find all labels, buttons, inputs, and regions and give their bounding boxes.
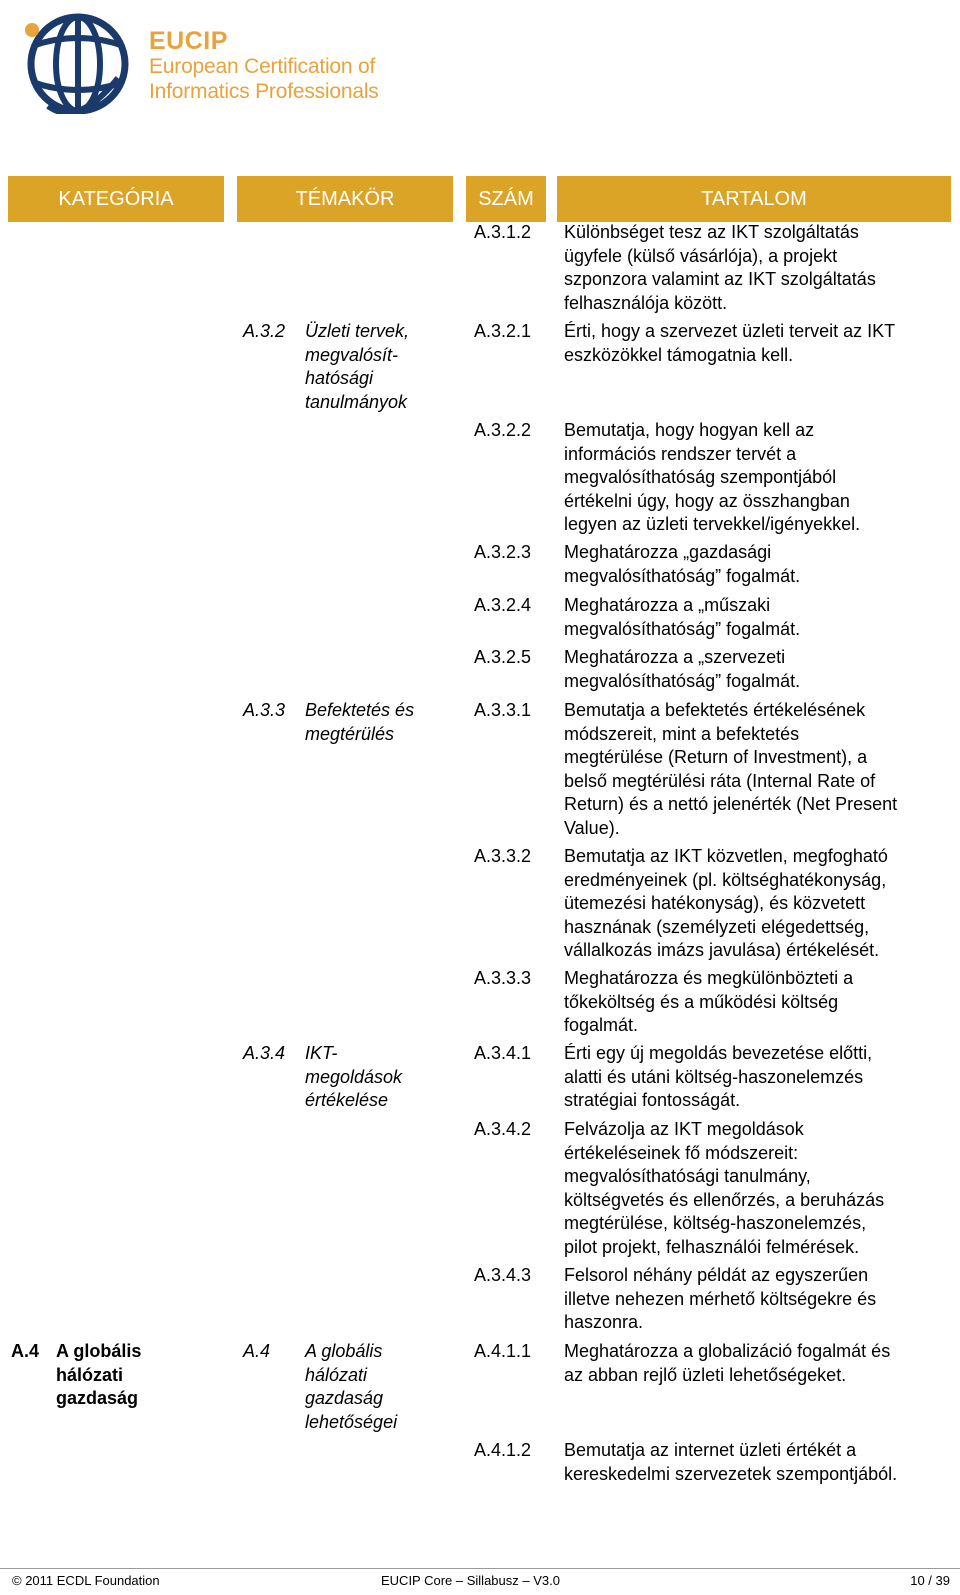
row-content: Különbséget tesz az IKT szolgáltatás ügyfele (külső vásárlója), a projekt szponzora valamint az IKT szolgáltatás felhasználója között. [564, 222, 876, 313]
row-code: A.3.3.3 [474, 968, 532, 988]
page-footer [0, 1568, 960, 1591]
row-code: A.4.1.1 [474, 1341, 532, 1361]
row-content: Meghatározza a „műszaki megvalósíthatóság” fogalmát. [564, 595, 801, 639]
topic-code: A.4 [243, 1341, 271, 1361]
row-content: Érti, hogy a szervezet üzleti terveit az IKT eszközökkel támogatnia kell. [564, 321, 896, 365]
row-code: A.3.2.2 [474, 420, 532, 440]
topic-label: Befektetés és megtérülés [305, 700, 415, 744]
column-header-temakor: TÉMAKÖR [237, 176, 453, 222]
row-content: Érti egy új megoldás bevezetése előtti, alatti és utáni költség-haszonelemzés stratégiai fontosságát. [564, 1043, 873, 1110]
category-label: A globális hálózati gazdaság [56, 1341, 142, 1408]
row-code: A.3.2.1 [474, 321, 532, 341]
row-code: A.3.2.3 [474, 542, 532, 562]
row-code: A.3.4.2 [474, 1119, 532, 1139]
row-content: Meghatározza és megkülönbözteti a tőkeköltség és a működési költség fogalmát. [564, 968, 854, 1035]
eucip-globe-icon [18, 8, 140, 114]
topic-label: IKT- megoldások értékelése [305, 1043, 403, 1110]
topic-code: A.3.4 [243, 1043, 286, 1063]
topic-code: A.3.2 [243, 321, 286, 341]
topic-label: Üzleti tervek, megvalósít- hatósági tanulmányok [305, 321, 410, 412]
row-code: A.4.1.2 [474, 1440, 532, 1460]
row-code: A.3.1.2 [474, 222, 532, 242]
footer-copyright: © 2011 ECDL Foundation [12, 1573, 160, 1588]
row-content: Bemutatja az IKT közvetlen, megfogható eredményeinek (pl. költséghatékonyság, ütemezési hatékonyság), és közvetett hasznának (személyzeti elégedettség, vállalkozás imázs javulása) értékelését. [564, 846, 888, 960]
row-content: Felsorol néhány példát az egyszerűen illetve nehezen mérhető költségekre és haszonra. [564, 1265, 877, 1332]
row-content: Meghatározza „gazdasági megvalósíthatóság” fogalmát. [564, 542, 801, 586]
logo-title: EUCIP [149, 27, 228, 55]
topic-code: A.3.3 [243, 700, 286, 720]
row-content: Bemutatja, hogy hogyan kell az információs rendszer tervét a megvalósíthatóság szempontjából értékelni úgy, hogy az összhangban legyen az üzleti tervekkel/igényekkel. [564, 420, 861, 534]
column-header-tartalom: TARTALOM [557, 176, 951, 222]
row-content: Felvázolja az IKT megoldások értékeléseinek fő módszereit: megvalósíthatósági tanulmány, költségvetés és ellenőrzés, a beruházás megtérülése, költség-haszonelemzés, pilot projekt, felhasználói felmérések. [564, 1119, 885, 1257]
logo-subtitle-line2: Informatics Professionals [149, 80, 379, 103]
row-code: A.3.4.1 [474, 1043, 532, 1063]
category-code: A.4 [11, 1341, 40, 1361]
row-content: Meghatározza a „szervezeti megvalósíthatóság” fogalmát. [564, 647, 801, 691]
column-header-kategoria: KATEGÓRIA [8, 176, 224, 222]
eucip-logo [18, 8, 448, 113]
footer-document-title: EUCIP Core – Sillabusz – V3.0 [381, 1573, 560, 1588]
row-code: A.3.3.2 [474, 846, 532, 866]
row-content: Meghatározza a globalizáció fogalmát és az abban rejlő üzleti lehetőségeket. [564, 1341, 891, 1385]
logo-text [149, 28, 379, 104]
topic-label: A globális hálózati gazdaság lehetőségei [305, 1341, 398, 1432]
footer-page-number: 10 / 39 [910, 1573, 950, 1588]
row-code: A.3.3.1 [474, 700, 532, 720]
row-code: A.3.2.4 [474, 595, 532, 615]
row-code: A.3.2.5 [474, 647, 532, 667]
row-content: Bemutatja az internet üzleti értékét a kereskedelmi szervezetek szempontjából. [564, 1440, 898, 1484]
logo-subtitle-line1: European Certification of [149, 55, 376, 78]
row-code: A.3.4.3 [474, 1265, 532, 1285]
row-content: Bemutatja a befektetés értékelésének módszereit, mint a befektetés megtérülése (Return of Investment), a belső megtérülési ráta (Internal Rate of Return) és a nettó jelenérték (Net Present Value). [564, 700, 898, 838]
column-header-szam: SZÁM [466, 176, 546, 222]
